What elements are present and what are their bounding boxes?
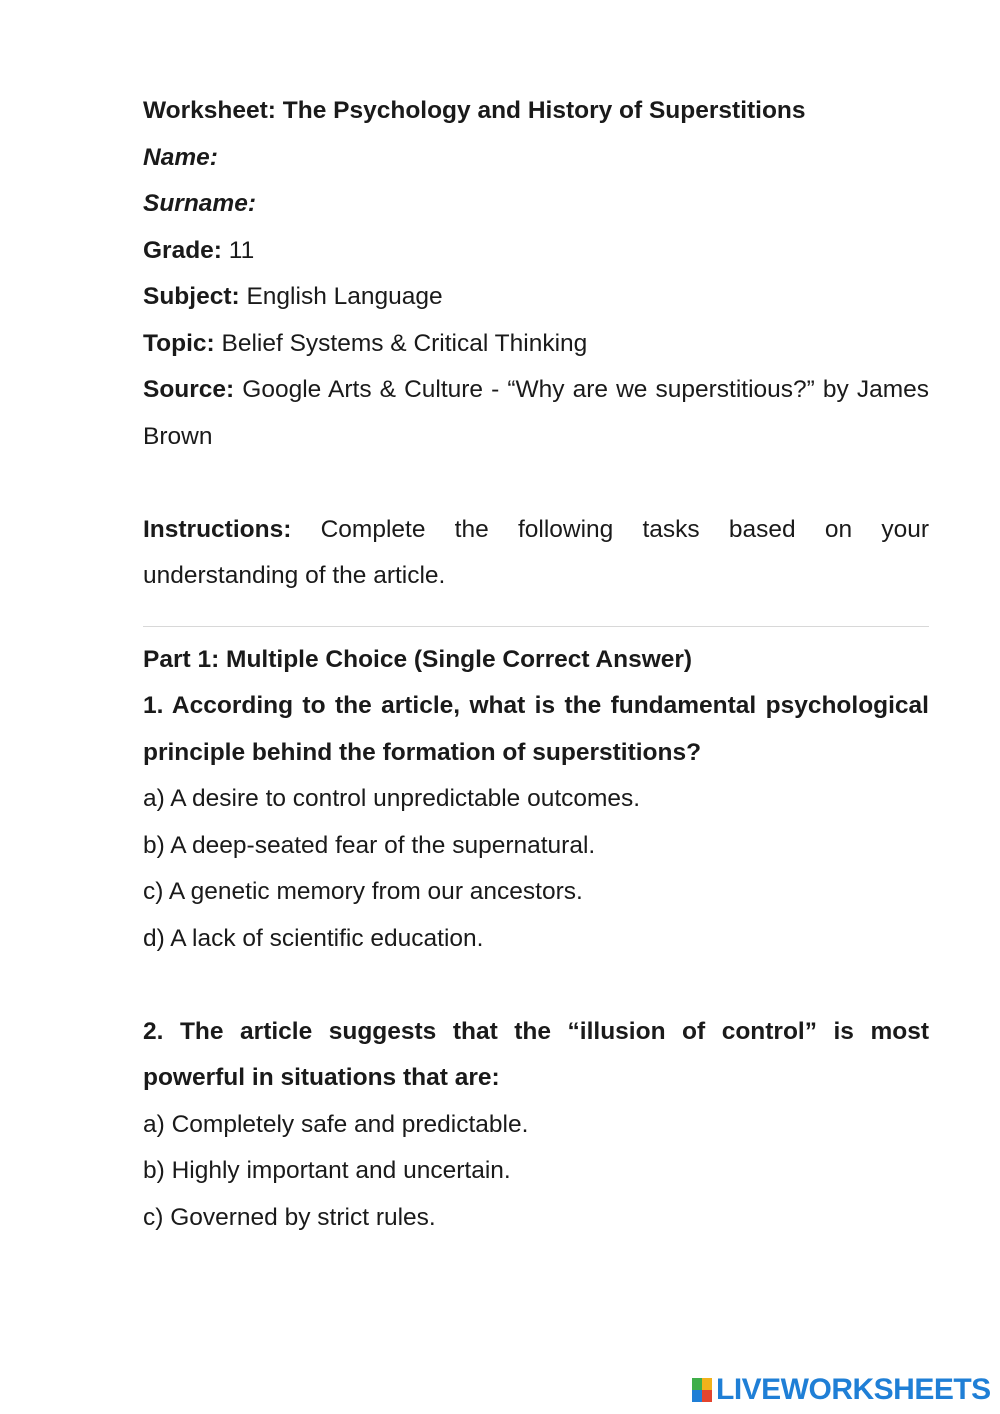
instructions-text: Complete the following tasks based on your understanding of the article. — [143, 515, 929, 589]
source-line — [143, 367, 929, 460]
spacer — [143, 962, 929, 1009]
worksheet-title: Worksheet: The Psychology and History of Superstitions — [143, 97, 806, 124]
subject-label: Subject: — [143, 283, 240, 310]
option-c: c) A genetic memory from our ancestors. — [143, 878, 583, 905]
liveworksheets-logo-text: LIVEWORKSHEETS — [716, 1373, 991, 1406]
option-b: b) A deep-seated fear of the supernatural. — [143, 831, 596, 859]
question-text: 2. The article suggests that the “illusion of control” is most powerful in situations that are: — [143, 1017, 929, 1091]
topic-value: Belief Systems & Critical Thinking — [214, 329, 588, 357]
question-text: 1. According to the article, what is the fundamental psychological principle behind the formation of superstitions? — [143, 692, 929, 766]
instructions-label: Instructions: — [143, 515, 292, 543]
source-value: Google Arts & Culture - “Why are we superstitious?” by James Brown — [143, 376, 929, 450]
question-block — [143, 1009, 929, 1242]
option-a: a) A desire to control unpredictable outcomes. — [143, 785, 641, 812]
grade-label: Grade: — [143, 236, 222, 264]
part1-heading: Part 1: Multiple Choice (Single Correct Answer) — [143, 645, 693, 673]
grade-line — [143, 228, 929, 275]
subject-value: English Language — [239, 283, 443, 310]
subject-line — [143, 274, 929, 321]
liveworksheets-logo-icon — [692, 1378, 712, 1402]
option-c: c) Governed by strict rules. — [143, 1203, 436, 1231]
topic-label: Topic: — [143, 329, 215, 357]
name-label: Name: — [143, 143, 218, 171]
topic-line — [143, 321, 929, 368]
question-block — [143, 683, 929, 962]
section-divider — [143, 626, 929, 627]
option-b: b) Highly important and uncertain. — [143, 1157, 511, 1184]
option-d: d) A lack of scientific education. — [143, 924, 484, 952]
source-label: Source: — [143, 376, 235, 403]
instructions-line — [143, 507, 929, 600]
liveworksheets-logo — [692, 1372, 991, 1408]
spacer — [143, 460, 929, 507]
option-a: a) Completely safe and predictable. — [143, 1110, 529, 1138]
surname-label: Surname: — [143, 190, 257, 217]
grade-value: 11 — [221, 236, 255, 264]
worksheet-page — [143, 88, 929, 1241]
